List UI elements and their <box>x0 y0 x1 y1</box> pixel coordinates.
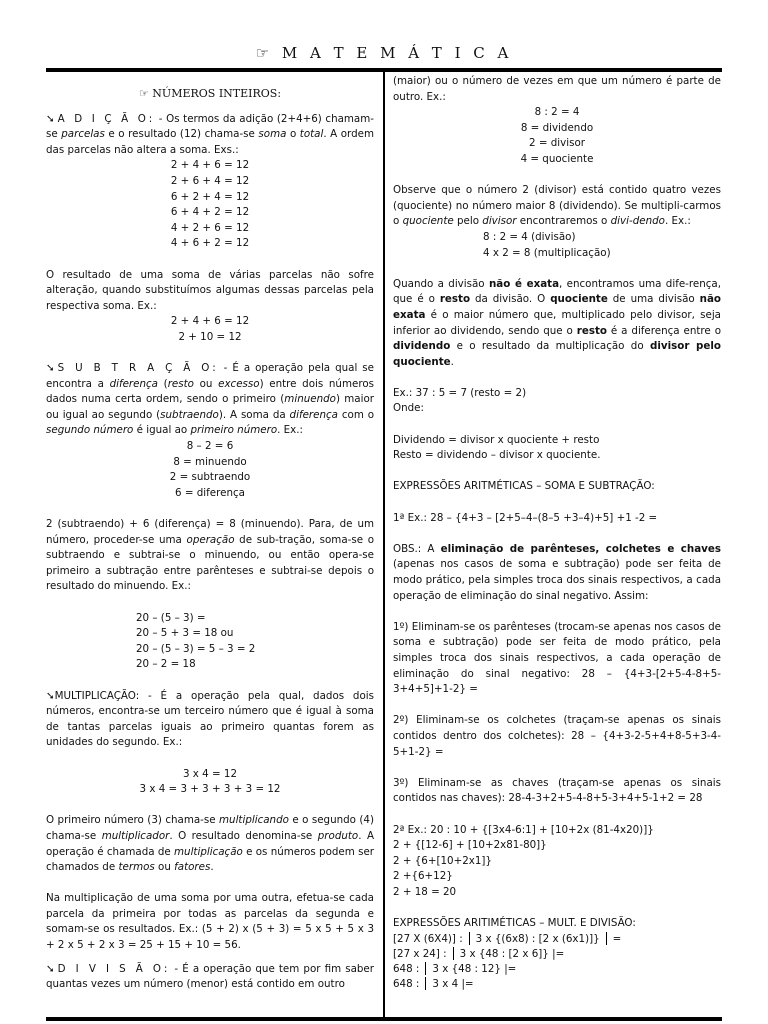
multiplicacao-paragraph: ➘MULTIPLICAÇÃO: - É a operação pela qual, dados dois números, encontra-se um terceiro número que é igual à soma de tantas parcelas iguais ao primeiro quantas forem as unidades do segundo. Ex.: <box>46 689 374 749</box>
multiplicacao-soma: Na multiplicação de uma soma por uma outra, efetua-se cada parcela da primeira por todas as parcelas da segunda e somam-se os resultados. Ex.: (5 + 2) x (5 + 3) = 5 x 5 + 5 x 3 + 2 x 5 + 2 x 3 = 25 + 15 + 10 = 56. <box>46 892 374 952</box>
resto-formula: Resto = dividendo – divisor x quociente. <box>393 449 601 462</box>
subtracao-examples <box>46 439 374 501</box>
expressoes-soma-title: EXPRESSÕES ARITMÉTICAS – SOMA E SUBTRAÇÃO: <box>393 480 655 493</box>
example-37: Ex.: 37 : 5 = 7 (resto = 2) <box>393 386 527 399</box>
observe-examples <box>393 230 721 261</box>
subtracao-heading: ➘S U B T R A Ç Ã O: <box>46 362 219 375</box>
md-row: 648 : 3 x {48 : 12} |= <box>393 962 517 975</box>
footer-rule <box>46 1017 722 1021</box>
step-1: 1º) Eliminam-se os parênteses (trocam-se apenas nos casos de soma e subtração) pode ser feita de modo prático, pela simples troca dos sinais respectivos, a cada operação de eliminação do sinal negativo: 28 – {4+3-[2+5-4-8+5-3+4+5]+1-2} = <box>393 620 721 696</box>
example-line: 3 x 4 = 3 + 3 + 3 + 3 = 12 <box>139 783 281 796</box>
resultado-paragraph: O resultado de uma soma de várias parcelas não sofre alteração, quando substituímos algumas dessas parcelas pela respectiva soma. Ex.: <box>46 268 374 312</box>
onde-label: Onde: <box>393 402 424 415</box>
example-line: 2 + 18 = 20 <box>393 885 457 898</box>
obs-paragraph: OBS.: A eliminação de parênteses, colchetes e chaves (apenas nos casos de soma e subtração) pode ser feita de modo prático, pela simples troca dos sinais respectivos, a cada operação de eliminação do sinal negativo. Assim: <box>393 542 722 602</box>
example-line: 8 = minuendo <box>173 455 247 468</box>
mult-div-steps <box>393 932 721 992</box>
subtracao-explanation: 2 (subtraendo) + 6 (diferença) = 8 (minuendo). Para, de um número, proceder-se uma operação de sub-tração, soma-se o subtraendo e subtrai-se o minuendo, ou então opera-se primeiro a subtração entre parênteses e subtrai-se depois o resultado do minuendo. Ex.: <box>46 518 374 593</box>
left-column <box>46 74 374 993</box>
example-line: 3 x 4 = 12 <box>182 767 238 780</box>
subtracao-steps <box>46 611 374 673</box>
column-divider <box>383 72 385 1017</box>
step-2: 2º) Eliminam-se os colchetes (traçam-se apenas os sinais contidos dentro dos colchetes): 28 – {4+3-2-5+4+8-5+3-4-5+1-2} = <box>393 714 721 758</box>
multiplicacao-examples <box>46 767 374 798</box>
page-header: ☞ M A T E M Á T I C A <box>255 44 513 62</box>
md-row: [27 X (6X4)] : 3 x {(6x8) : [2 x (6x1)]} = <box>393 932 622 945</box>
md-row: [27 x 24] : 3 x {48 : [2 x 6]} |= <box>393 947 565 960</box>
example-line: 6 = diferença <box>175 486 245 499</box>
example-line: 4 = quociente <box>520 152 594 165</box>
example-line: 8 : 2 = 4 <box>534 106 580 119</box>
divisao-paragraph: ➘D I V I S Ã O: - É a operação que tem por fim saber quantas vezes um número (menor) está contido em outro <box>46 962 374 991</box>
step-3: 3º) Eliminam-se as chaves (traçam-se apenas os sinais contidos nas chaves): 28-4-3+2+5-4-8+5-3+4+5-1+2 = 28 <box>393 776 721 805</box>
example-line: 2 = divisor <box>529 137 585 150</box>
example-line: 6 + 2 + 4 = 12 <box>170 190 250 203</box>
expressoes-mult-title: EXPRESSÕES ARITIMÉTICAS – MULT. E DIVISÃO: <box>393 917 636 930</box>
example-line: 8 = dividendo <box>520 121 594 134</box>
divisao-continued: (maior) ou o número de vezes em que um número é parte de outro. Ex.: <box>393 75 721 103</box>
example-line: 2 + 10 = 12 <box>178 330 242 343</box>
example-line: 2 = subtraendo <box>169 471 251 484</box>
subtracao-paragraph: ➘S U B T R A Ç Ã O: - É a operação pela qual se encontra a diferença (resto ou excesso) entre dois números dados numa certa ordem, sendo o primeiro (minuendo) maior ou igual ao segundo (subtraendo). A soma da diferença com o segundo número é igual ao primeiro número. Ex.: <box>46 362 375 437</box>
multiplicacao-heading: ➘MULTIPLICAÇÃO: <box>46 689 140 702</box>
example-line: 8 – 2 = 6 <box>186 440 234 453</box>
adicao-paragraph: ➘A D I Ç Ã O: - Os termos da adição (2+4+6) chamam-se parcelas e o resultado (12) chama-se soma o total. A ordem das parcelas não altera a soma. Exs.: <box>46 112 374 156</box>
divisao-inexata-paragraph: Quando a divisão não é exata, encontramos uma dife-rença, que é o resto da divisão. O quociente de uma divisão não exata é o maior número que, multiplicado pelo divisor, seja inferior ao dividendo, sendo que o resto é a diferença entre o dividendo e o resultado da multiplicação do divisor pelo quociente. <box>393 277 722 368</box>
example-line: 4 + 6 + 2 = 12 <box>170 237 250 250</box>
example-line: 20 – 2 = 18 <box>136 658 196 671</box>
example-line: 2 + {6+[10+2x1]} <box>393 854 492 867</box>
adicao-heading: ➘A D I Ç Ã O: <box>46 112 156 125</box>
example-line: 20 – (5 – 3) = 5 – 3 = 2 <box>136 642 256 655</box>
example-line: 20 – 5 + 3 = 18 ou <box>136 627 234 640</box>
expressao-exemplo-2 <box>393 823 721 901</box>
example-line: 4 + 2 + 6 = 12 <box>170 221 250 234</box>
expressao-exemplo-1: 1ª Ex.: 28 – {4+3 – [2+5–4–(8–5 +3–4)+5] +1 -2 = <box>393 511 658 524</box>
multiplicacao-terms: O primeiro número (3) chama-se multiplicando e o segundo (4) chama-se multiplicador. O resultado denomina-se produto. A operação é chamada de multiplicação e os números podem ser chamados de termos ou fatores. <box>46 814 375 874</box>
example-line: 2ª Ex.: 20 : 10 + {[3x4-6:1] + [10+2x (81-4x20)]} <box>393 823 654 836</box>
divisao-examples <box>393 105 721 167</box>
example-line: 2 +{6+12} <box>393 870 453 883</box>
example-line: 4 x 2 = 8 (multiplicação) <box>483 246 611 259</box>
right-column <box>393 74 721 992</box>
section-title: ☞ NÚMEROS INTEIROS: <box>138 87 282 100</box>
observe-paragraph: Observe que o número 2 (divisor) está contido quatro vezes (quociente) no número maior 8 (dividendo). Se multipli-carmos o quociente pelo divisor encontraremos o divi-dendo. Ex.: <box>393 184 721 228</box>
example-line: 6 + 4 + 2 = 12 <box>170 206 250 219</box>
example-line: 2 + 4 + 6 = 12 <box>170 159 250 172</box>
example-line: 20 – (5 – 3) = <box>136 611 206 624</box>
divisao-heading: ➘D I V I S Ã O: <box>46 962 171 975</box>
md-row: 648 : 3 x 4 |= <box>393 977 474 990</box>
dividendo-formula: Dividendo = divisor x quociente + resto <box>393 433 600 446</box>
adicao-examples <box>46 158 374 252</box>
example-line: 8 : 2 = 4 (divisão) <box>483 230 576 243</box>
resultado-examples <box>46 314 374 345</box>
example-line: 2 + {[12-6] + [10+2x81-80]} <box>393 839 547 852</box>
example-line: 2 + 4 + 6 = 12 <box>170 315 250 328</box>
example-line: 2 + 6 + 4 = 12 <box>170 174 250 187</box>
